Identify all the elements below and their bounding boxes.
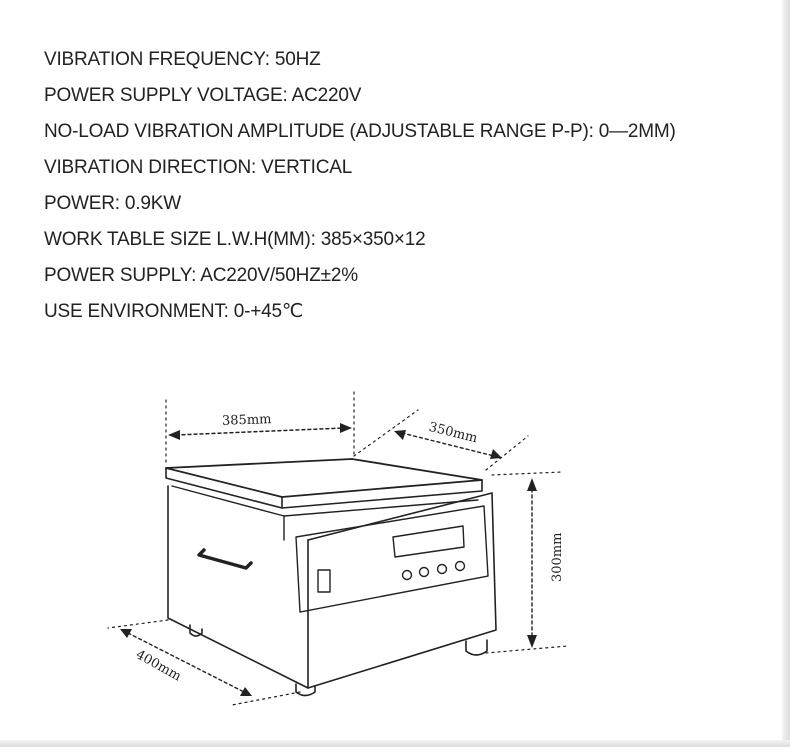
- knob-2: [420, 568, 429, 577]
- spec-power: POWER: 0.9KW: [44, 193, 181, 214]
- spec-vibration-frequency: VIBRATION FREQUENCY: 50HZ: [44, 49, 321, 70]
- power-switch: [318, 570, 330, 592]
- foot-front-right: [466, 640, 487, 655]
- dim-depth-label: 400mm: [133, 647, 184, 685]
- side-handle: [199, 550, 251, 568]
- spec-no-load-amplitude: NO-LOAD VIBRATION AMPLITUDE (ADJUSTABLE RANGE P-P): 0—2MM): [44, 121, 676, 142]
- dim-height-label: 300mm: [550, 532, 565, 582]
- knob-4: [456, 562, 465, 571]
- spec-work-table-size: WORK TABLE SIZE L.W.H(MM): 385×350×12: [44, 229, 426, 250]
- foot-front-left: [296, 684, 315, 696]
- knob-1: [403, 571, 412, 580]
- body-front-face: [308, 493, 496, 688]
- top-plate: [166, 459, 482, 497]
- control-panel: [296, 506, 488, 612]
- spec-vibration-direction: VIBRATION DIRECTION: VERTICAL: [44, 157, 353, 178]
- dim-length-label: 385mm: [221, 412, 272, 429]
- spec-use-environment: USE ENVIRONMENT: 0-+45℃: [44, 301, 304, 322]
- knob-3: [438, 565, 447, 574]
- spec-power-supply: POWER SUPPLY: AC220V/50HZ±2%: [44, 265, 358, 286]
- dim-width-label: 350mm: [427, 419, 479, 447]
- display-window: [393, 526, 464, 557]
- spec-power-supply-voltage: POWER SUPPLY VOLTAGE: AC220V: [44, 85, 362, 106]
